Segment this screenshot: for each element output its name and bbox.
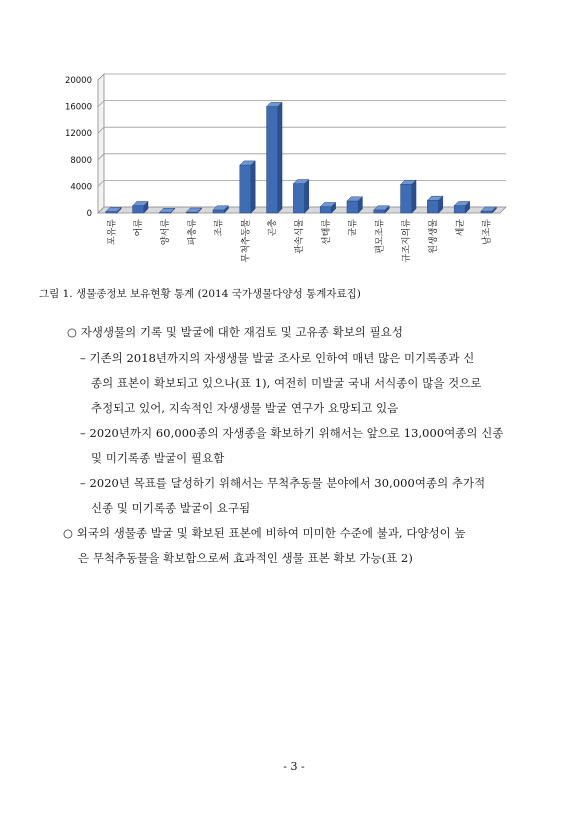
bar-side-11	[412, 180, 416, 213]
x-category-label-1: 어류	[134, 219, 145, 237]
dash-item-3-line-2: 신종 및 미기록종 발굴이 요구됨	[91, 501, 251, 515]
figure-caption: 그림 1. 생물종정보 보유현황 통계 (2014 국가생물다양성 통계자료집)	[39, 288, 361, 300]
bar-5	[240, 165, 251, 213]
x-category-label-9: 균류	[348, 219, 359, 237]
x-category-label-3: 파충류	[187, 219, 198, 246]
bullet-heading-1: ○ 자생생물의 기록 및 발굴에 대한 재검토 및 고유종 확보의 필요성	[67, 325, 403, 339]
x-category-label-8: 선태류	[321, 219, 332, 246]
bar-1	[133, 206, 144, 213]
y-tick-label-20000: 20000	[64, 76, 92, 86]
dash-item-2-line-1: – 2020년까지 60,000종의 자생종을 확보하기 위해서는 앞으로 13,000여종의 신종	[80, 426, 504, 440]
bar-chart	[0, 0, 588, 290]
bar-14	[481, 211, 492, 213]
x-category-label-10: 편모조류	[375, 219, 386, 254]
bar-10	[374, 210, 385, 213]
x-category-label-6: 곤충	[268, 219, 279, 237]
x-category-label-14: 남조류	[482, 218, 493, 246]
bar-13	[454, 206, 465, 213]
x-category-label-5: 무척추동물	[241, 219, 252, 263]
gridline-16000	[98, 101, 506, 107]
dash-item-1-line-1: – 기존의 2018년까지의 자생생물 발굴 조사로 인하여 매년 많은 미기록종과 신	[80, 351, 475, 365]
bar-side-7	[305, 180, 309, 213]
x-category-label-12: 원생생물	[429, 219, 439, 254]
y-tick-label-4000: 4000	[70, 182, 92, 193]
x-category-label-13: 세균	[455, 219, 466, 237]
bar-9	[347, 201, 358, 213]
page-number: - 3 -	[283, 760, 305, 773]
dash-item-1-line-2: 종의 표본이 확보되고 있으나(표 1), 여전히 미발굴 국내 서식종이 많을 것으로	[91, 376, 482, 390]
chart-side-wall	[98, 74, 104, 213]
dash-item-2-line-2: 및 미기록종 발굴이 필요함	[91, 451, 225, 465]
x-category-label-4: 조류	[214, 219, 225, 237]
bar-4	[213, 210, 224, 213]
y-tick-label-12000: 12000	[64, 129, 92, 140]
dash-item-3-line-1: – 2020년 목표를 달성하기 위해서는 무척추동물 분야에서 30,000여종의 추가적	[80, 476, 486, 490]
y-tick-label-8000: 8000	[70, 155, 92, 166]
gridline-8000	[98, 154, 506, 160]
dash-item-1-line-3: 추정되고 있어, 지속적인 자생생물 발굴 연구가 요망되고 있음	[91, 401, 399, 415]
x-category-label-11: 규조지의류	[402, 219, 413, 263]
y-tick-label-16000: 16000	[64, 102, 92, 113]
bar-11	[401, 184, 412, 213]
gridline-20000	[98, 74, 506, 80]
gridline-12000	[98, 127, 506, 133]
bar-side-6	[278, 102, 282, 213]
bar-12	[427, 200, 438, 213]
bar-8	[320, 207, 331, 213]
bar-6	[267, 107, 278, 213]
x-category-label-0: 포유류	[107, 219, 118, 246]
bar-7	[293, 184, 304, 213]
x-category-label-7: 관속식물	[295, 219, 305, 254]
bar-side-5	[251, 161, 255, 213]
bullet-heading-2-line-1: ○ 외국의 생물종 발굴 및 확보된 표본에 비하여 미미한 수준에 불과, 다양성이 높	[63, 526, 466, 540]
x-category-label-2: 양서류	[161, 219, 171, 246]
y-tick-label-0: 0	[86, 209, 92, 219]
bullet-heading-2-line-2: 은 무척추동물을 확보함으로써 효과적인 생물 표본 확보 가능(표 2)	[78, 551, 413, 565]
